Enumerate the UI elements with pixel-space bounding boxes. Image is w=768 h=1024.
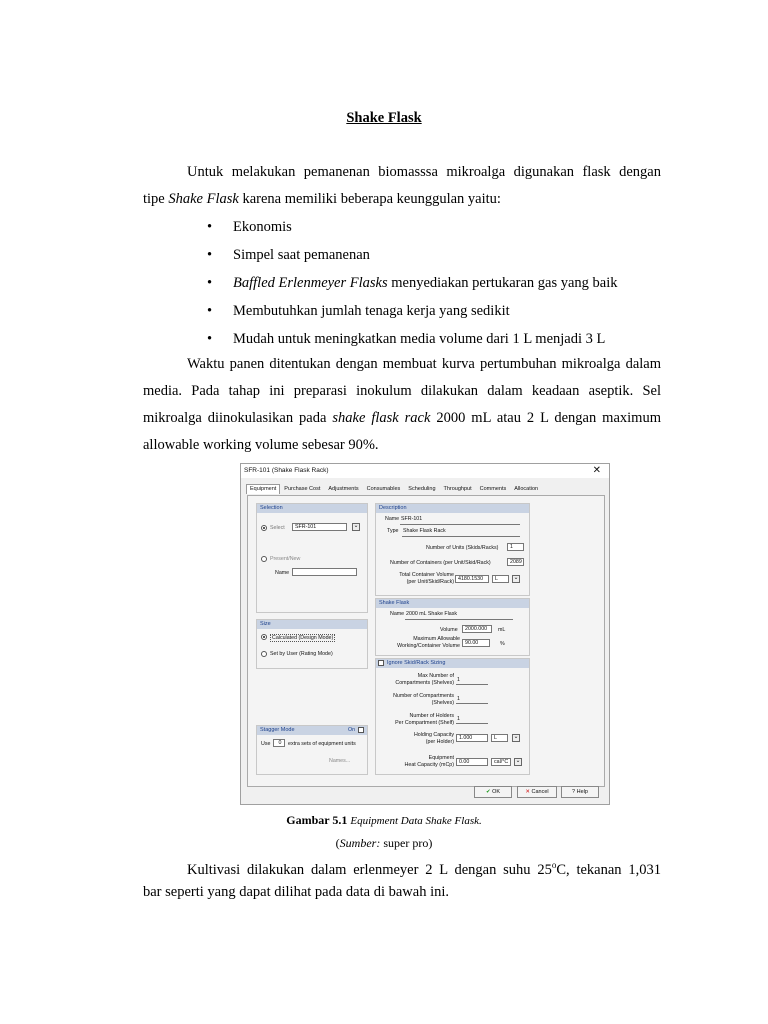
text-run: menyediakan pertukaran gas yang baik xyxy=(387,275,618,291)
desc-name-value[interactable]: SFR-101 xyxy=(401,516,423,522)
present-new-radio[interactable] xyxy=(261,556,267,562)
section-header: Selection xyxy=(257,504,367,513)
paragraph-harvest xyxy=(143,351,661,459)
underline xyxy=(400,524,520,525)
ok-label: OK xyxy=(492,789,501,795)
max-unit: % xyxy=(500,641,505,647)
text-run: mikroalga diinokulasikan pada xyxy=(143,410,333,426)
tab-consumables[interactable]: Consumables xyxy=(366,486,401,492)
dialog-title: SFR-101 (Shake Flask Rack) xyxy=(244,467,329,474)
list-item: • Ekonomis xyxy=(207,213,667,241)
use-label: Use xyxy=(261,741,271,747)
tab-purchase-cost[interactable]: Purchase Cost xyxy=(284,486,321,492)
italic-term: Baffled Erlenmeyer Flasks xyxy=(233,275,388,291)
units-label: Number of Units (Skids/Racks) xyxy=(426,545,499,551)
flask-name-label: Name xyxy=(390,611,405,617)
underline xyxy=(456,723,488,724)
text-run: karena memiliki beberapa keunggulan yaitu: xyxy=(238,191,501,207)
total-label-1: Total Container Volume xyxy=(399,572,454,578)
paragraph-line: bar seperti yang dapat dilihat pada data di bawah ini. xyxy=(143,884,450,900)
stagger-on-label: On xyxy=(348,727,356,733)
caption-text: Equipment Data Shake Flask. xyxy=(350,815,482,827)
close-icon: ✕ xyxy=(525,789,530,795)
check-icon: ✔ xyxy=(485,789,491,795)
desc-type-label: Type xyxy=(387,528,399,534)
cancel-button[interactable] xyxy=(517,786,557,798)
hold-cap-unit-select[interactable]: L xyxy=(491,734,508,742)
max-label-2: Working/Container Volume xyxy=(397,643,460,649)
holders-value[interactable]: 1 xyxy=(457,716,460,722)
dialog-titlebar xyxy=(241,464,609,478)
caption-number: Gambar 5.1 xyxy=(286,813,348,827)
paragraph-line: media. Pada tahap ini preparasi inokulum dilakukan dalam keadaan aseptik. Sel xyxy=(143,383,661,399)
help-button[interactable] xyxy=(561,786,599,798)
max-comp-value[interactable]: 1 xyxy=(457,677,460,683)
paragraph-line xyxy=(143,852,661,879)
total-unit-select[interactable]: L xyxy=(492,575,509,583)
underline xyxy=(456,703,488,704)
text-run: 2000 mL atau 2 L dengan maximum xyxy=(430,410,661,426)
num-comp-label-1: Number of Compartments xyxy=(393,693,454,699)
calculated-label: Calculated (Design Mode) xyxy=(272,635,334,641)
max-comp-label-1: Max Number of xyxy=(417,673,454,679)
section-header: Description xyxy=(376,504,529,513)
max-label-1: Maximum Allowable xyxy=(413,636,460,642)
flask-name-value[interactable]: 2000 mL Shake Flask xyxy=(406,611,458,617)
desc-type-value[interactable]: Shake Flask Rack xyxy=(403,528,446,534)
list-item xyxy=(207,269,667,297)
underline xyxy=(456,684,488,685)
ignore-sizing-checkbox[interactable] xyxy=(378,660,384,666)
units-field[interactable]: 1 xyxy=(507,543,524,551)
italic-term: shake flask rack xyxy=(332,410,431,426)
heat-field[interactable]: 0.00 xyxy=(456,758,488,766)
paragraph-line: Waktu panen ditentukan dengan membuat kurva pertumbuhan mikroalga dalam xyxy=(187,356,661,372)
description-section xyxy=(375,503,530,596)
paragraph-line: allowable working volume sebesar 90%. xyxy=(143,437,379,453)
selection-section xyxy=(256,503,368,613)
figure-caption xyxy=(0,813,768,828)
stagger-checkbox[interactable] xyxy=(358,727,364,733)
text-run: C, tekanan 1,031 xyxy=(556,861,661,878)
source-label: Sumber: xyxy=(339,836,381,850)
equipment-panel xyxy=(247,495,605,787)
help-label: Help xyxy=(576,789,588,795)
advantages-list xyxy=(207,213,667,353)
italic-term: Shake Flask xyxy=(168,191,239,207)
use-field[interactable]: 0 xyxy=(273,739,285,747)
holders-label-2: Per Compartment (Shelf) xyxy=(395,720,454,726)
section-header: Size xyxy=(257,620,367,629)
name-label: Name xyxy=(275,570,290,576)
set-by-user-radio[interactable] xyxy=(261,651,267,657)
shake-flask-section xyxy=(375,598,530,656)
use-suffix: extra sets of equipment units xyxy=(288,741,356,747)
hold-cap-label-2: (per Holder) xyxy=(425,739,454,745)
desc-name-label: Name xyxy=(385,516,400,522)
dialog-tabs xyxy=(246,484,542,495)
cancel-label: Cancel xyxy=(531,789,549,795)
select-label: Select xyxy=(270,525,285,531)
name-field[interactable] xyxy=(292,568,357,576)
tab-adjustments[interactable]: Adjustments xyxy=(328,486,359,492)
paragraph-line: Untuk melakukan pemanenan biomasssa mikroalga digunakan flask dengan xyxy=(187,164,661,180)
list-item: • Mudah untuk meningkatkan media volume dari 1 L menjadi 3 L xyxy=(207,325,667,353)
paragraph-line xyxy=(143,186,661,213)
names-button[interactable]: Names... xyxy=(329,758,351,764)
ignore-sizing-section xyxy=(375,658,530,775)
volume-unit: mL xyxy=(498,627,506,633)
text-run: ( xyxy=(335,836,340,850)
max-volume-field[interactable]: 90.00 xyxy=(462,639,490,647)
total-label-2: (per Unit/Skid/Rack) xyxy=(406,579,454,585)
hold-cap-field[interactable]: 1.000 xyxy=(456,734,488,742)
tab-allocation[interactable]: Allocation xyxy=(514,486,539,492)
volume-label: Volume xyxy=(440,627,458,633)
stagger-section xyxy=(256,725,368,775)
chevron-down-icon[interactable]: ⌄ xyxy=(513,734,519,740)
set-by-user-label: Set by User (Rating Mode) xyxy=(270,651,333,657)
heat-label-2: Heat Capacity (mCp) xyxy=(404,762,454,768)
section-header: Stagger Mode xyxy=(257,726,367,735)
help-icon: ? xyxy=(572,789,576,795)
list-item: • Simpel saat pemanenan xyxy=(207,241,667,269)
total-field[interactable]: 4180.1530 xyxy=(455,575,489,583)
paragraph-intro xyxy=(143,159,661,213)
equipment-data-screenshot xyxy=(240,463,610,805)
select-field[interactable]: SFR-101 xyxy=(292,523,347,531)
calculated-radio[interactable] xyxy=(261,634,267,640)
chevron-down-icon[interactable]: ⌄ xyxy=(513,575,519,581)
ok-button[interactable] xyxy=(474,786,512,798)
text-run: Kultivasi dilakukan dalam erlenmeyer 2 L dengan suhu 25 xyxy=(187,861,552,878)
num-comp-label-2: (Shelves) xyxy=(431,700,454,706)
chevron-down-icon[interactable]: ⌄ xyxy=(515,758,521,764)
close-icon[interactable]: ✕ xyxy=(592,465,601,476)
tab-throughput[interactable]: Throughput xyxy=(443,486,472,492)
heat-unit-select[interactable]: cal/°C xyxy=(491,758,511,766)
holders-label-1: Number of Holders xyxy=(409,713,454,719)
underline xyxy=(402,536,520,537)
tab-equipment[interactable]: Equipment xyxy=(246,484,280,494)
tab-comments[interactable]: Comments xyxy=(479,486,507,492)
figure-source xyxy=(0,836,768,851)
paragraph-line xyxy=(143,405,661,432)
volume-field[interactable]: 2000.000 xyxy=(462,625,492,633)
section-header: Ignore Skid/Rack Sizing xyxy=(376,659,529,668)
list-item: • Membutuhkan jumlah tenaga kerja yang sedikit xyxy=(207,297,667,325)
chevron-down-icon[interactable]: ⌄ xyxy=(353,523,359,529)
size-section xyxy=(256,619,368,669)
containers-field[interactable]: 2089 xyxy=(507,558,524,566)
tab-scheduling[interactable]: Scheduling xyxy=(408,486,436,492)
section-title: Shake Flask xyxy=(346,110,422,126)
select-radio[interactable] xyxy=(261,525,267,531)
containers-label: Number of Containers (per Unit/Skid/Rack) xyxy=(390,560,491,566)
text-run: tipe xyxy=(143,191,169,207)
max-comp-label-2: Compartments (Shelves) xyxy=(395,680,454,686)
section-header: Shake Flask xyxy=(376,599,529,608)
paragraph-cultivation xyxy=(143,852,661,906)
num-comp-value[interactable]: 1 xyxy=(457,696,460,702)
source-text: super pro) xyxy=(380,836,433,850)
hold-cap-label-1: Holding Capacity xyxy=(413,732,454,738)
underline xyxy=(405,619,513,620)
heat-label-1: Equipment xyxy=(428,755,454,761)
present-new-label: Present/New xyxy=(270,556,301,562)
superscript: o xyxy=(551,860,557,870)
